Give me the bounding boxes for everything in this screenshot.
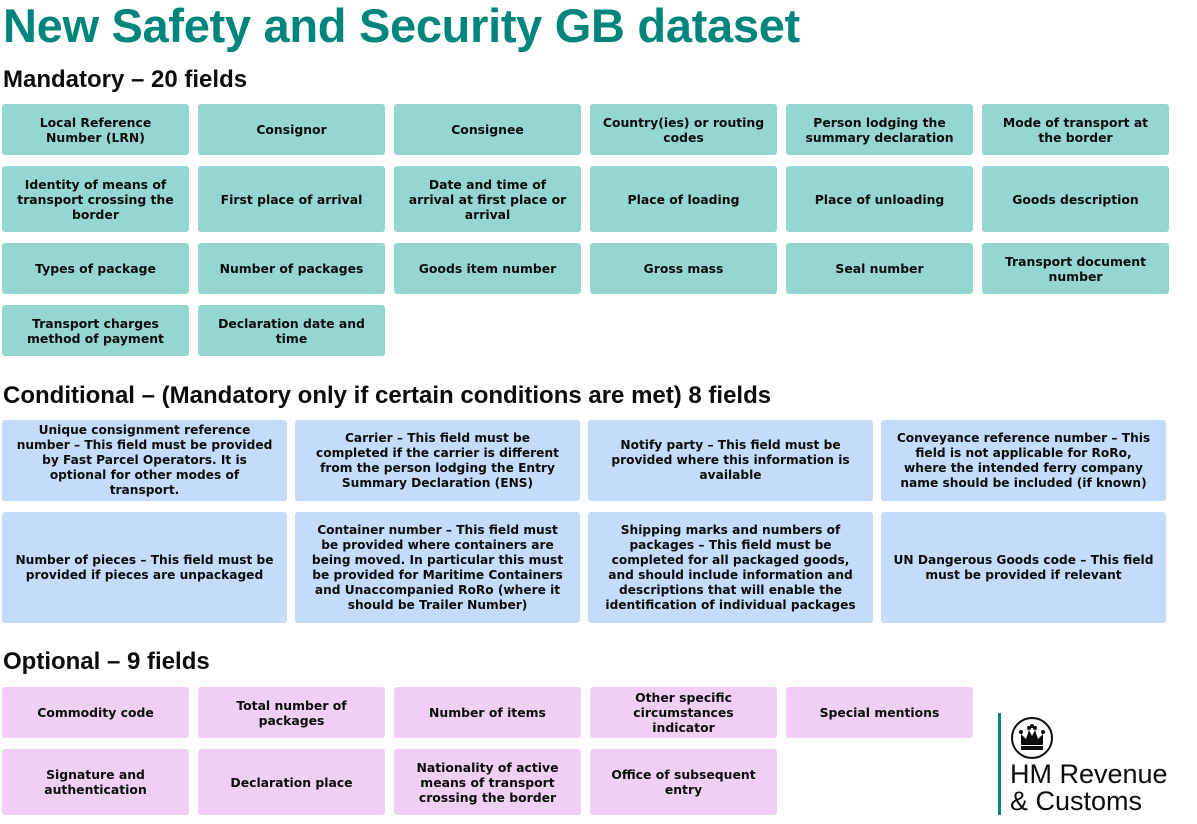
logo-line-2: & Customs bbox=[1010, 786, 1143, 816]
optional-field: Office of subsequent entry bbox=[590, 749, 777, 815]
mandatory-heading: Mandatory – 20 fields bbox=[3, 66, 248, 93]
mandatory-field: Identity of means of transport crossing the border bbox=[2, 166, 189, 232]
mandatory-field: Consignee bbox=[394, 104, 581, 155]
conditional-field: Container number – This field must be provided where containers are being moved. In particular this must be provided for Maritime Containers and Unaccompanied RoRo (where it should be Trailer Number) bbox=[295, 512, 580, 623]
mandatory-field: First place of arrival bbox=[198, 166, 385, 232]
conditional-field: Notify party – This field must be provided where this information is available bbox=[588, 420, 873, 501]
conditional-field: Number of pieces – This field must be provided if pieces are unpackaged bbox=[2, 512, 287, 623]
page-title: New Safety and Security GB dataset bbox=[3, 0, 800, 52]
mandatory-field: Goods description bbox=[982, 166, 1169, 232]
conditional-heading: Conditional – (Mandatory only if certain conditions are met) 8 fields bbox=[3, 382, 772, 409]
optional-field: Commodity code bbox=[2, 687, 189, 738]
mandatory-field: Country(ies) or routing codes bbox=[590, 104, 777, 155]
mandatory-field: Gross mass bbox=[590, 243, 777, 294]
optional-field: Nationality of active means of transport crossing the border bbox=[394, 749, 581, 815]
mandatory-field: Person lodging the summary declaration bbox=[786, 104, 973, 155]
logo-line-1: HM Revenue bbox=[1010, 759, 1168, 789]
optional-field: Other specific circumstances indicator bbox=[590, 687, 777, 738]
mandatory-field: Declaration date and time bbox=[198, 305, 385, 356]
mandatory-field: Transport document number bbox=[982, 243, 1169, 294]
crown-crest-icon bbox=[1010, 716, 1054, 760]
conditional-field: Shipping marks and numbers of packages – This field must be completed for all packaged goods, and should include information and descriptions that will enable the identification of individual packages bbox=[588, 512, 873, 623]
optional-field: Total number of packages bbox=[198, 687, 385, 738]
hmrc-logo bbox=[998, 713, 1188, 815]
mandatory-field: Number of packages bbox=[198, 243, 385, 294]
mandatory-field: Types of package bbox=[2, 243, 189, 294]
mandatory-field: Date and time of arrival at first place or arrival bbox=[394, 166, 581, 232]
mandatory-field: Place of loading bbox=[590, 166, 777, 232]
optional-field: Declaration place bbox=[198, 749, 385, 815]
optional-heading: Optional – 9 fields bbox=[3, 648, 210, 675]
optional-field: Special mentions bbox=[786, 687, 973, 738]
conditional-field: Carrier – This field must be completed if the carrier is different from the person lodging the Entry Summary Declaration (ENS) bbox=[295, 420, 580, 501]
mandatory-field: Seal number bbox=[786, 243, 973, 294]
logo-wordmark bbox=[1010, 761, 1168, 815]
logo-bar bbox=[998, 713, 1001, 815]
mandatory-field: Place of unloading bbox=[786, 166, 973, 232]
mandatory-fields-grid bbox=[2, 104, 1169, 356]
optional-field: Signature and authentication bbox=[2, 749, 189, 815]
optional-field: Number of items bbox=[394, 687, 581, 738]
conditional-field: Conveyance reference number – This field is not applicable for RoRo, where the intended ferry company name should be included (if known) bbox=[881, 420, 1166, 501]
conditional-fields-grid bbox=[2, 420, 1166, 623]
mandatory-field: Goods item number bbox=[394, 243, 581, 294]
mandatory-field: Consignor bbox=[198, 104, 385, 155]
mandatory-field: Mode of transport at the border bbox=[982, 104, 1169, 155]
conditional-field: UN Dangerous Goods code – This field must be provided if relevant bbox=[881, 512, 1166, 623]
mandatory-field: Local Reference Number (LRN) bbox=[2, 104, 189, 155]
mandatory-field: Transport charges method of payment bbox=[2, 305, 189, 356]
conditional-field: Unique consignment reference number – This field must be provided by Fast Parcel Operators. It is optional for other modes of transport. bbox=[2, 420, 287, 501]
optional-fields-grid bbox=[2, 687, 973, 815]
